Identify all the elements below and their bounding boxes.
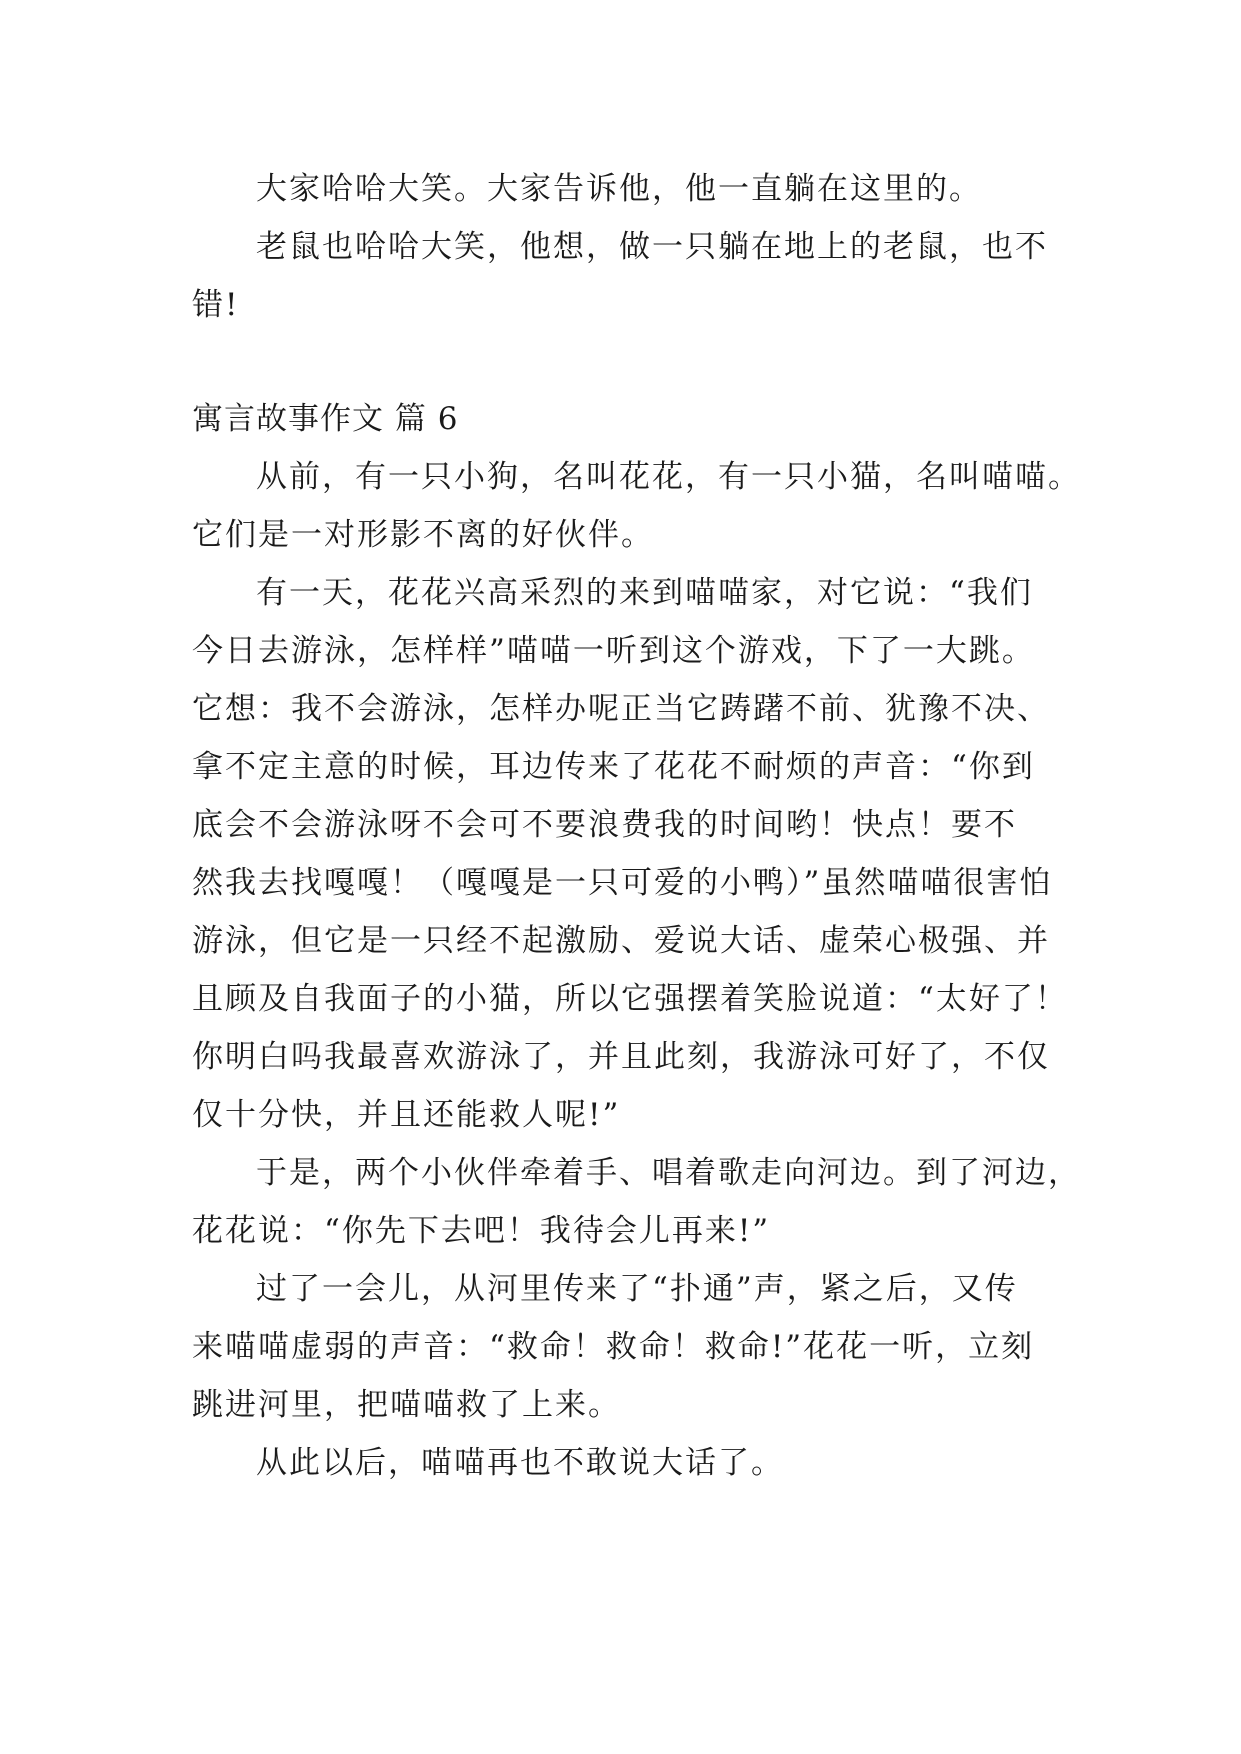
document-body [192, 160, 1081, 1492]
paragraph [192, 1260, 1072, 1434]
text-line: 底会不会游泳呀不会可不要浪费我的时间哟！快点！要不 [192, 807, 1017, 843]
text-line: 老鼠也哈哈大笑，他想，做一只躺在地上的老鼠，也不 [256, 229, 1048, 265]
text-line: 且顾及自我面子的小猫，所以它强摆着笑脸说道：“太好了！ [192, 981, 1068, 1017]
text-line: 仅十分快，并且还能救人呢!” [192, 1097, 621, 1133]
paragraph [192, 1144, 1081, 1260]
text-line: 它想：我不会游泳，怎样办呢正当它踌躇不前、犹豫不决、 [192, 691, 1050, 727]
paragraph [192, 218, 1072, 334]
text-line: 来喵喵虚弱的声音：“救命！救命！救命!”花花一听，立刻 [192, 1329, 1035, 1365]
text-line: 跳进河里，把喵喵救了上来。 [192, 1387, 621, 1423]
text-line: 今日去游泳，怎样样”喵喵一听到这个游戏，下了一大跳。 [192, 633, 1035, 669]
text-line: 游泳，但它是一只经不起激励、爱说大话、虚荣心极强、并 [192, 923, 1050, 959]
text-line: 然我去找嘎嘎！（嘎嘎是一只可爱的小鸭）”虽然喵喵很害怕 [192, 865, 1053, 901]
text-line: 错! [192, 287, 240, 323]
text-line: 花花说：“你先下去吧！我待会儿再来!” [192, 1213, 771, 1249]
text-line: 你明白吗我最喜欢游泳了，并且此刻，我游泳可好了，不仅 [192, 1039, 1050, 1075]
text-line: 它们是一对形影不离的好伙伴。 [192, 517, 654, 553]
section-title: 寓言故事作文 篇 6 [192, 401, 459, 437]
text-line: 大家哈哈大笑。大家告诉他，他一直躺在这里的。 [256, 171, 982, 207]
text-line: 从前，有一只小狗，名叫花花，有一只小猫，名叫喵喵。 [256, 459, 1081, 495]
text-line: 过了一会儿，从河里传来了“扑通”声，紧之后，又传 [256, 1271, 1018, 1307]
text-line: 拿不定主意的时候，耳边传来了花花不耐烦的声音：“你到 [192, 749, 1035, 785]
text-line: 有一天，花花兴高采烈的来到喵喵家，对它说：“我们 [256, 575, 1033, 611]
paragraph [192, 448, 1081, 564]
paragraph [192, 160, 1072, 218]
paragraph [192, 564, 1072, 1144]
text-line: 从此以后，喵喵再也不敢说大话了。 [256, 1445, 784, 1481]
paragraph [192, 1434, 1072, 1492]
text-line: 于是，两个小伙伴牵着手、唱着歌走向河边。到了河边， [256, 1155, 1081, 1191]
